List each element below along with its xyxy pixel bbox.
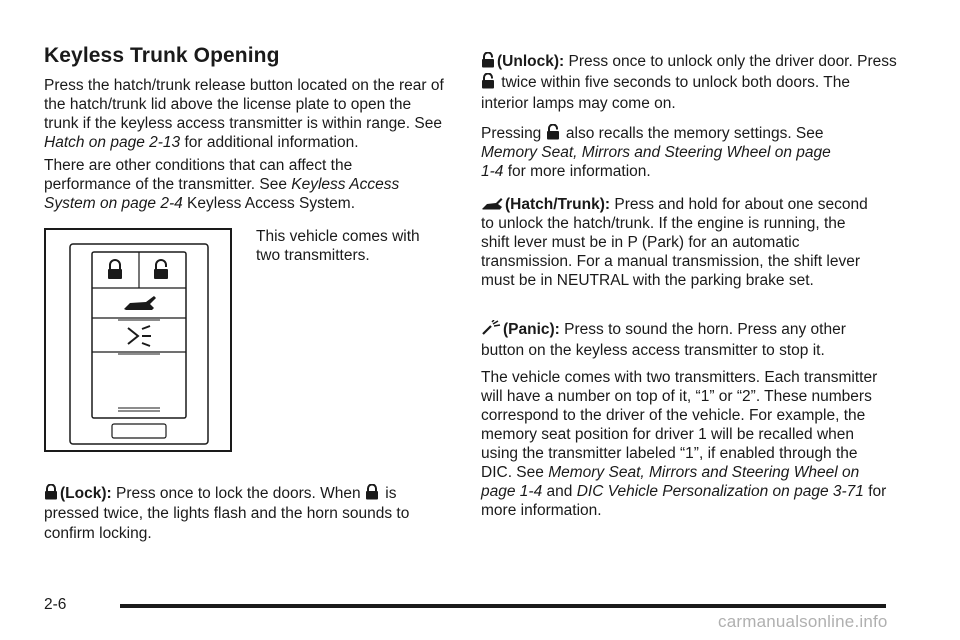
memory-seat-reference-2[interactable]: Memory Seat, Mirrors and Steering Wheel on page 1-4 <box>481 464 860 500</box>
section-heading: Keyless Trunk Opening <box>44 44 280 67</box>
unlock-icon <box>481 73 495 89</box>
car-hatch-icon <box>481 197 503 211</box>
key-fob-figure <box>44 228 232 452</box>
unlock-icon <box>546 124 560 140</box>
hatch-page-reference[interactable]: Hatch on page 2-13 <box>44 134 181 151</box>
memory-seat-reference[interactable]: Memory Seat, Mirrors and Steering Wheel on page 1-4 <box>481 144 831 180</box>
unlock-memory-paragraph: Pressing also recalls the memory settings. See Memory Seat, Mirrors and Steering Wheel on page 1-4 for more information. <box>481 125 831 180</box>
lock-icon <box>365 484 379 500</box>
keyless-access-reference[interactable]: Keyless Access System on page 2-4 <box>44 176 400 212</box>
hatch-paragraph: (Hatch/Trunk): Press and hold for about one second to unlock the hatch/trunk. If the engine is running, the shift lever must be in P (Park) for an automatic transmission. For a manual transmission, the shift lever must be in NEUTRAL with the parking brake set. <box>481 196 868 289</box>
watermark: carmanualsonline.info <box>718 612 888 631</box>
figure-caption: This vehicle comes with two transmitters. <box>256 228 420 264</box>
panic-paragraph: (Panic): Press to sound the horn. Press any other button on the keyless access transmitter to stop it. <box>481 321 846 359</box>
dic-personalization-reference[interactable]: DIC Vehicle Personalization on page 3-71 <box>576 483 864 500</box>
lock-paragraph: (Lock): Press once to lock the doors. When is pressed twice, the lights flash and the horn sounds to confirm locking. <box>44 485 410 542</box>
intro-paragraph: Press the hatch/trunk release button located on the rear of the hatch/trunk lid above the license plate to open the trunk if the keyless access transmitter is within range. See Hatch on page 2-13 for additional information. <box>44 77 444 151</box>
page-number: 2-6 <box>44 596 67 613</box>
horn-icon <box>481 320 501 336</box>
key-fob-illustration <box>46 230 230 450</box>
lock-icon <box>44 484 58 500</box>
footer-rule <box>120 604 886 608</box>
conditions-paragraph: There are other conditions that can affect the performance of the transmitter. See Keyless Access System on page 2-4 Keyless Access System. <box>44 157 400 212</box>
transmitters-paragraph: The vehicle comes with two transmitters. Each transmitter will have a number on top of it, “1” or “2”. These numbers correspond to the driver of the vehicle. For example, the memory seat position for driver 1 will be recalled when using the transmitter labeled “1”, if enabled through the DIC. See Memory Seat, Mirrors and Steering Wheel on page 1-4 and DIC Vehicle Personalization on page 3-71 for more information. <box>481 369 887 519</box>
unlock-icon <box>481 52 495 68</box>
unlock-paragraph: (Unlock): Press once to unlock only the driver door. Press twice within five seconds to unlock both doors. The interior lamps may come on. <box>481 53 897 112</box>
